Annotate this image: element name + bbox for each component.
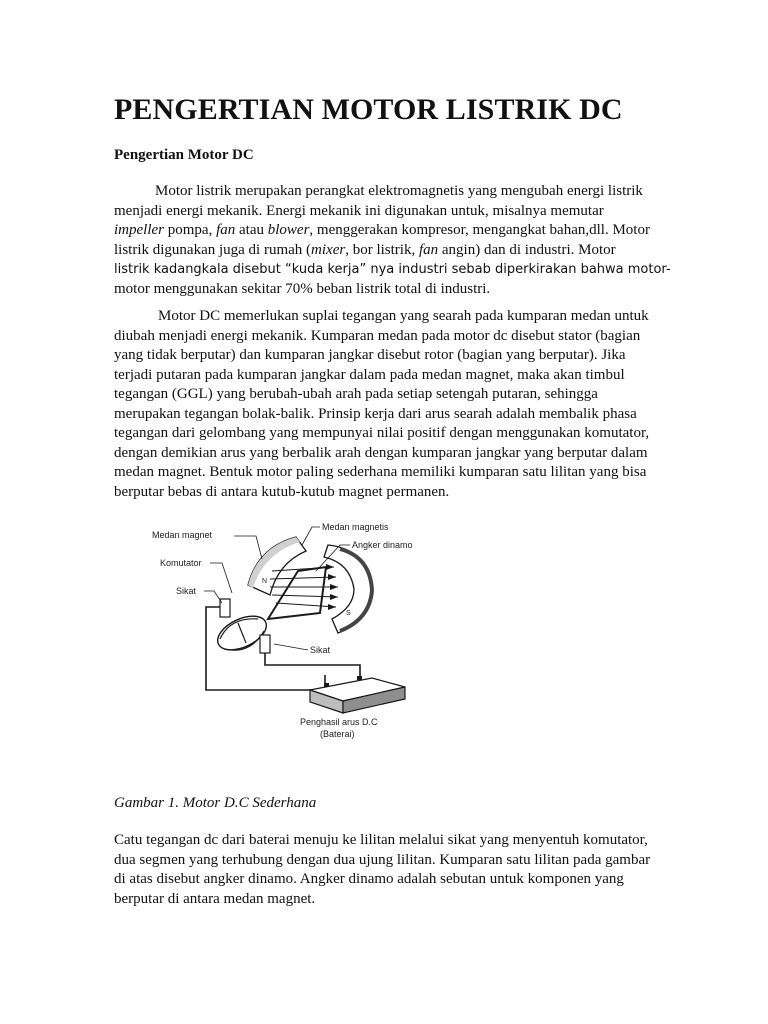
paragraph-line: dengan demikian arus yang berbalik arah dengan kumparan jangkar yang berputar dalam	[114, 444, 648, 461]
paragraph-line: Motor DC memerlukan suplai tegangan yang searah pada kumparan medan untuk	[158, 308, 649, 324]
label-penghasil-arus: Penghasil arus D.C	[300, 717, 378, 727]
text-run: listrik digunakan juga di rumah (	[114, 241, 312, 258]
paragraph-line: Catu tegangan dc dari baterai menuju ke lilitan melalui sikat yang menyentuh komutator,	[114, 832, 648, 848]
italic-term: fan	[418, 241, 439, 258]
paragraph-line: berputar bebas di antara kutub-kutub magnet permanen.	[114, 483, 450, 500]
paragraph-line: listrik kadangkala disebut “kuda kerja” nya industri sebab diperkirakan bahwa motor-	[114, 262, 671, 277]
italic-term: fan	[216, 222, 236, 238]
brush-right	[260, 635, 270, 653]
label-baterai: (Baterai)	[320, 729, 355, 739]
paragraph-intro	[114, 182, 671, 299]
label-komutator: Komutator	[160, 558, 202, 568]
figure-caption: Gambar 1. Motor D.C Sederhana	[114, 795, 317, 811]
section-subtitle: Pengertian Motor DC	[114, 147, 254, 163]
paragraph-line: motor menggunakan sekitar 70% beban listrik total di industri.	[114, 280, 491, 297]
label-pole-s: S	[346, 610, 351, 617]
text-run: pompa,	[164, 222, 217, 238]
paragraph-line: diubah menjadi energi mekanik. Kumparan medan pada motor dc disebut stator (bagian	[114, 327, 641, 344]
text-run: , bor listrik,	[345, 241, 419, 258]
italic-term: impeller	[114, 222, 164, 238]
dc-motor-diagram	[150, 515, 440, 745]
label-medan-magnet: Medan magnet	[152, 530, 213, 540]
wire-right	[265, 653, 360, 677]
paragraph-line: tegangan (GGL) yang berubah-ubah arah pada setiap setengah putaran, sehingga	[114, 386, 598, 402]
label-pole-n: N	[262, 578, 268, 585]
paragraph-supply	[114, 831, 662, 909]
paragraph-line	[114, 241, 662, 261]
text-run: , menggerakan kompresor, mengangkat bahan,dll. Motor	[309, 222, 650, 238]
paragraph-line: menjadi energi mekanik. Energi mekanik ini digunakan untuk, misalnya memutar	[114, 202, 604, 219]
dc-motor-drawing	[150, 515, 440, 745]
paragraph-line: merupakan tegangan bolak-balik. Prinsip kerja dari arus searah adalah membalik phasa	[114, 405, 637, 422]
label-sikat-right: Sikat	[310, 645, 331, 655]
paragraph-line: terjadi putaran pada kumparan jangkar dalam pada medan magnet, maka akan timbul	[114, 366, 625, 383]
italic-term: blower	[267, 222, 310, 238]
paragraph-line: dua segmen yang terhubung dengan dua ujung lilitan. Kumparan satu lilitan pada gambar	[114, 851, 651, 868]
paragraph-line: berputar di antara medan magnet.	[114, 890, 316, 907]
paragraph-line: di atas disebut angker dinamo. Angker dinamo adalah sebutan untuk komponen yang	[114, 871, 624, 887]
paragraph-line: medan magnet. Bentuk motor paling sederhana memiliki kumparan satu lilitan yang bisa	[114, 464, 647, 480]
paragraph-principle	[114, 307, 662, 502]
italic-term: mixer	[311, 241, 346, 258]
paragraph-line: tegangan dari gelombang yang mempunyai nilai positif dengan menggunakan komutator,	[114, 425, 650, 441]
label-angker-dinamo: Angker dinamo	[352, 540, 413, 550]
label-medan-magnetis: Medan magnetis	[322, 522, 389, 532]
text-run: atau	[235, 222, 268, 238]
text-run: angin) dan di industri. Motor	[438, 241, 616, 258]
paragraph-line	[114, 221, 662, 241]
paragraph-line: Motor listrik merupakan perangkat elektromagnetis yang mengubah energi listrik	[155, 183, 643, 199]
label-sikat-left: Sikat	[176, 586, 197, 596]
paragraph-line: yang tidak berputar) dan kumparan jangkar disebut rotor (bagian yang berputar). Jika	[114, 347, 626, 363]
page-title: PENGERTIAN MOTOR LISTRIK DC	[114, 93, 623, 126]
